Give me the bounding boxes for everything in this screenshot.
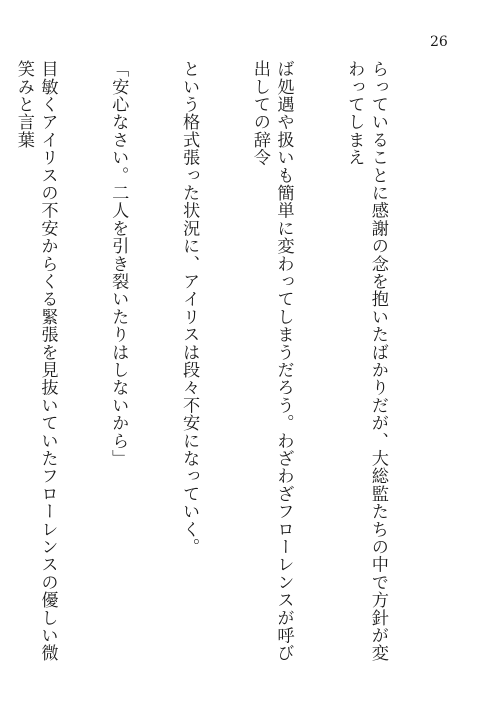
text-line: らっていることに感謝の念を抱いたばかりだが、大総監たちの中で方針が変わってしまえ [344, 60, 388, 662]
text-line: 「安心なさい。二人を引き裂いたりはしないから」 [108, 60, 129, 468]
page-number: 26 [430, 34, 448, 50]
body-text [13, 60, 436, 670]
text-line: 目敏くアイリスの不安からくる緊張を見抜いていたフローレンスの優しい微笑みと言葉 [13, 60, 58, 662]
text-line: という格式張った状況に、アイリスは段々不安になっていく。 [179, 60, 200, 556]
text-line: ば処遇や扱いも簡単に変わってしまうだろう。わざわざフローレンスが呼び出しての辞令 [249, 60, 294, 662]
